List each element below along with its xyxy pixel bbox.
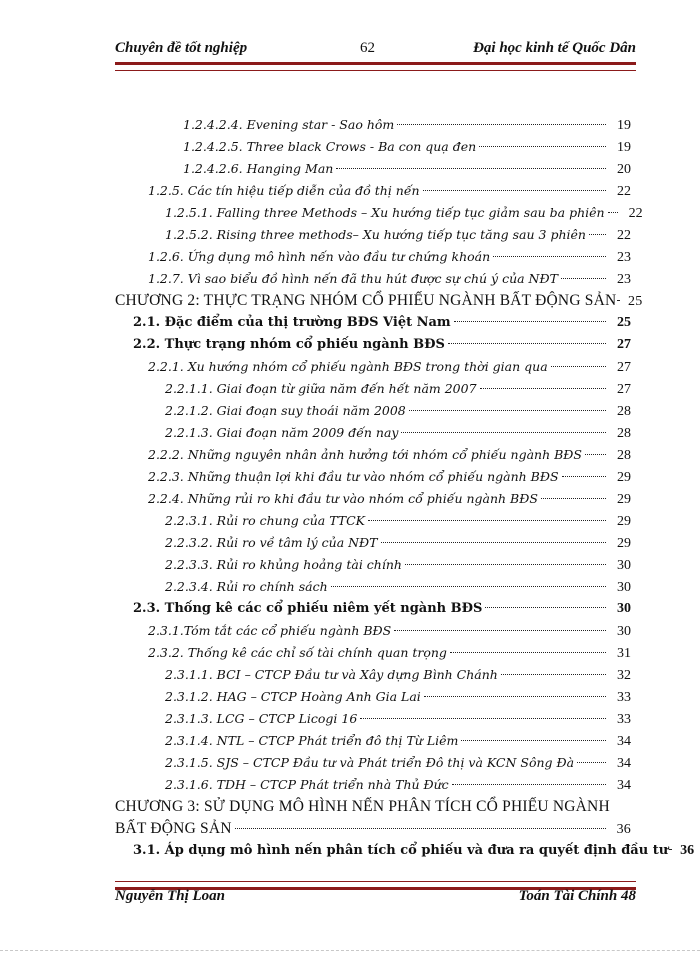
toc-section[interactable]: 3.1. Áp dụng mô hình nến phân tích cổ phiếu và đưa ra quyết định đầu tư 36 xyxy=(133,843,695,858)
toc-entry[interactable]: 1.2.4.2.5. Three black Crows - Ba con quạ đen 19 xyxy=(183,139,631,155)
toc-entry[interactable]: 1.2.4.2.6. Hanging Man 20 xyxy=(183,161,631,177)
toc-entry[interactable]: 1.2.4.2.4. Evening star - Sao hôm 19 xyxy=(183,117,631,133)
toc-entry[interactable]: 2.2.3.4. Rủi ro chính sách 30 xyxy=(165,579,631,595)
toc-entry[interactable]: 2.2.3.2. Rủi ro về tâm lý của NĐT 29 xyxy=(165,535,631,551)
footer-class: Toán Tài Chính 48 xyxy=(518,888,636,904)
toc-entry[interactable]: 2.2.3.1. Rủi ro chung của TTCK 29 xyxy=(165,513,631,529)
toc-entry[interactable]: 2.2.3. Những thuận lợi khi đầu tư vào nhóm cổ phiếu ngành BĐS 29 xyxy=(148,469,631,485)
toc-entry[interactable]: 1.2.6. Ứng dụng mô hình nến vào đầu tư chứng khoán 23 xyxy=(148,249,631,265)
toc-entry[interactable]: 2.3.1.Tóm tắt các cổ phiếu ngành BĐS 30 xyxy=(148,623,631,639)
page-break-line xyxy=(0,950,700,951)
toc-section[interactable]: 2.1. Đặc điểm của thị trường BĐS Việt Nam 25 xyxy=(133,315,631,330)
toc-chapter[interactable]: CHƯƠNG 2: THỰC TRẠNG NHÓM CỔ PHIẾU NGÀNH BẤT ĐỘNG SẢN 25 xyxy=(115,292,643,309)
toc-section[interactable]: 2.2. Thực trạng nhóm cổ phiếu ngành BĐS 27 xyxy=(133,337,631,352)
toc-entry[interactable]: 2.3.1.6. TDH – CTCP Phát triển nhà Thủ Đức 34 xyxy=(165,777,631,793)
toc-entry[interactable]: 1.2.7. Vì sao biểu đồ hình nến đã thu hút được sự chú ý của NĐT 23 xyxy=(148,271,631,287)
toc-entry[interactable]: 2.3.2. Thống kê các chỉ số tài chính quan trọng 31 xyxy=(148,645,631,661)
toc-entry[interactable]: 2.2.1.1. Giai đoạn từ giữa năm đến hết năm 2007 27 xyxy=(165,381,631,397)
footer-author: Nguyễn Thị Loan xyxy=(115,888,226,904)
page-header xyxy=(115,38,636,60)
page-footer xyxy=(115,886,636,908)
toc-entry[interactable]: 2.2.2. Những nguyên nhân ảnh hưởng tới nhóm cổ phiếu ngành BĐS 28 xyxy=(148,447,631,463)
toc-entry[interactable]: 2.2.1. Xu hướng nhóm cổ phiếu ngành BĐS trong thời gian qua 27 xyxy=(148,359,631,375)
toc-entry[interactable]: 1.2.5.1. Falling three Methods – Xu hướng tiếp tục giảm sau ba phiên 22 xyxy=(165,205,643,221)
toc-entry[interactable]: 1.2.5. Các tín hiệu tiếp diễn của đồ thị nến 22 xyxy=(148,183,631,199)
header-document-type: Chuyên đề tốt nghiệp xyxy=(115,40,248,56)
header-page-number: 62 xyxy=(360,40,375,56)
toc-entry[interactable]: 1.2.5.2. Rising three methods– Xu hướng tiếp tục tăng sau 3 phiên 22 xyxy=(165,227,631,243)
toc-entry[interactable]: 2.2.1.2. Giai đoạn suy thoái năm 2008 28 xyxy=(165,403,631,419)
header-university: Đại học kinh tế Quốc Dân xyxy=(473,40,636,56)
toc-entry[interactable]: 2.3.1.3. LCG – CTCP Licogi 16 33 xyxy=(165,711,631,727)
toc-entry[interactable]: 2.3.1.1. BCI – CTCP Đầu tư và Xây dựng Bình Chánh 32 xyxy=(165,667,631,683)
toc-entry[interactable]: 2.3.1.4. NTL – CTCP Phát triển đô thị Từ Liêm 34 xyxy=(165,733,631,749)
toc-entry[interactable]: 2.3.1.2. HAG – CTCP Hoàng Anh Gia Lai 33 xyxy=(165,689,631,705)
toc-entry[interactable]: 2.3.1.5. SJS – CTCP Đầu tư và Phát triển Đô thị và KCN Sông Đà 34 xyxy=(165,755,631,771)
toc-entry[interactable]: 2.2.4. Những rủi ro khi đầu tư vào nhóm cổ phiếu ngành BĐS 29 xyxy=(148,491,631,507)
toc-entry[interactable]: 2.2.1.3. Giai đoạn năm 2009 đến nay 28 xyxy=(165,425,631,441)
toc-chapter-3-line1[interactable]: CHƯƠNG 3: SỬ DỤNG MÔ HÌNH NẾN PHÂN TÍCH CỔ PHIẾU NGÀNH xyxy=(115,798,610,815)
toc-entry[interactable]: 2.2.3.3. Rủi ro khủng hoảng tài chính 30 xyxy=(165,557,631,573)
header-rule xyxy=(115,62,636,71)
toc-section[interactable]: 2.3. Thống kê các cổ phiếu niêm yết ngành BĐS 30 xyxy=(133,601,631,616)
toc-chapter[interactable]: BẤT ĐỘNG SẢN 36 xyxy=(115,820,631,837)
